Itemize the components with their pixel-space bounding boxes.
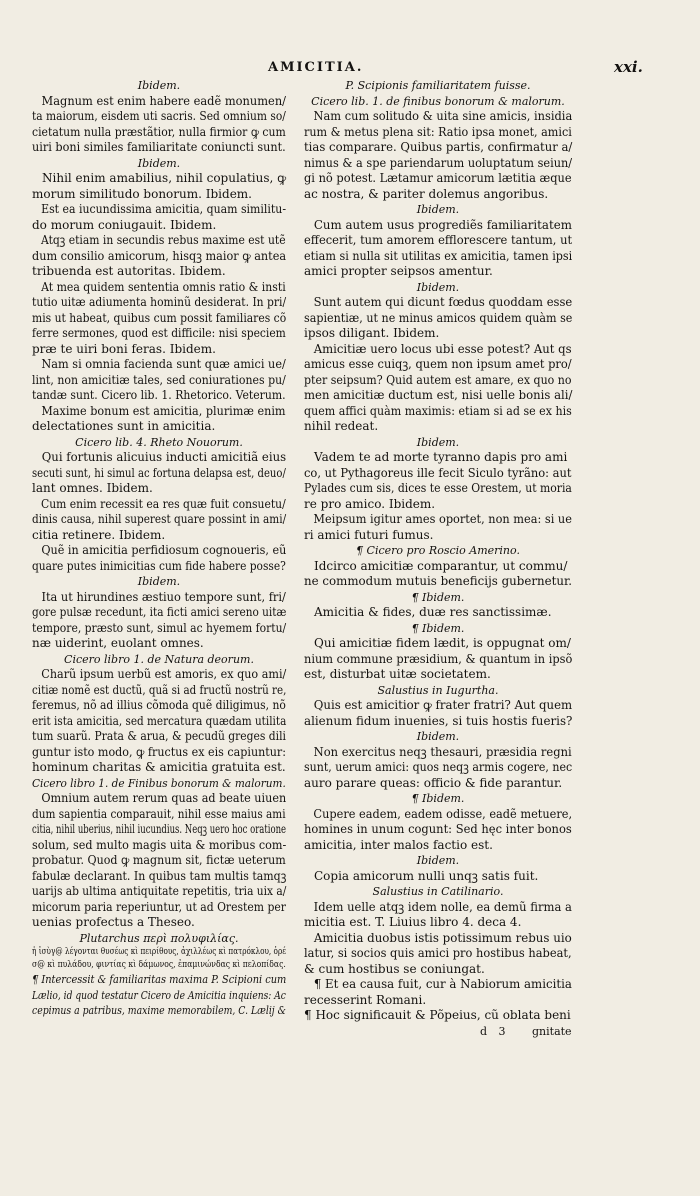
text-line: dum consilio amicorum, hisqꝫ maior ꝙ antea [32,248,287,263]
text-line: Ita ut hirundines æstiuo tempore sunt, fri/ [41,589,286,604]
text-line: auro parare queas: officio & fide parantur. [304,775,563,790]
text-line: ipsos diligant. Ibidem. [304,326,440,340]
citation-line: Lælio, id quod testatur Cicero de Amicitia inquiens: Ac [32,988,286,1002]
text-line: tum suarũ. Prata & arua, & pecudũ greges dili [32,729,286,743]
text-line: rum & metus plena sit: Ratio ipsa monet, amici [304,124,572,139]
text-line: re pro amico. Ibidem. [304,496,436,511]
citation-line: Cicero lib. 1. de finibus bonorum & malorum. [311,94,565,108]
citation-line: Ibidem. [416,203,460,216]
text-line: Qui fortunis alicuius inducti amicitiã eius [41,450,287,464]
text-line: citia, nihil uberius, nihil iucundius. Neqꝫ uero hoc oratione [32,822,287,836]
text-line: ἡ ἰσὺγ@ λέγονται θυσέως κὶ πειρίθους, ἀχιλλέως κὶ πατρόκλου, ὀρέ [32,947,287,957]
text-line: Nihil enim amabilius, nihil copulatius, ꝙ [42,171,287,185]
text-line: Amicitia & fides, duæ res sanctissimæ. [314,605,552,619]
text-line: Qui amicitiæ fidem lædit, is oppugnat om/ [314,636,571,650]
text-line: amicus esse cuiqꝫ, quem non ipsum amet pro/ [304,357,572,371]
citation-line: Salustius in Catilinario. [372,885,504,898]
citation-line: ¶ Intercessit & familiaritas maxima P. Scipioni cum [32,973,287,986]
page-header [0,58,700,80]
text-line: Quis est amicitior ꝙ frater fratri? Aut quem [313,698,573,712]
text-line: uiri boni similes familiaritate coniuncti sunt. [32,140,286,154]
citation-line: ¶ Ibidem. [411,792,465,805]
text-line: ne commodum mutuis beneficijs gubernetur. [304,574,573,588]
text-line: præ te uiri boni feras. Ibidem. [32,341,216,356]
text-line: uenias profectus a Theseo. [32,915,195,929]
signature-mark: d 3 [480,1025,510,1038]
text-line: tribuenda est autoritas. Ibidem. [32,264,226,278]
text-line: homines in unum cogunt: Sed hęc inter bonos [304,822,572,836]
text-line: ¶ Hoc significauit & Põpeius, cũ oblata beni [304,1008,571,1022]
text-line: nium commune præsidium, & quantum in ipsõ [304,651,573,666]
citation-line: Cicero lib. 4. Rheto Nouorum. [75,435,243,449]
text-line: quare putes inimicitias cum fide habere posse? [32,558,286,573]
text-line: morum similitudo bonorum. Ibidem. [32,186,252,201]
text-line: tutio uitæ adiumenta hominũ desiderat. In pri/ [32,295,287,309]
citation-line: Cicero libro 1. de Finibus bonorum & malorum. [32,776,286,790]
text-line: dinis causa, nihil superest quare possint in ami/ [32,512,287,526]
text-line: Cum autem usus progrediẽs familiaritatem [313,217,572,232]
text-line: Omnium autem rerum quas ad beate uiuen [41,791,287,805]
text-line: Idcirco amicitiæ comparantur, ut commu/ [314,558,568,573]
text-line: Charũ ipsum uerbũ est amoris, ex quo ami/ [41,667,287,681]
text-line: probatur. Quod ꝙ magnum sit, fictæ ueterum [32,853,286,867]
citation-line: Ibidem. [137,156,181,170]
text-line: Maxime bonum est amicitia, plurimæ enim [41,403,286,418]
citation-line: Ibidem. [137,79,181,92]
text-line: sunt, uerum amici: quos neqꝫ armis cogere, nec [304,760,573,774]
text-line: Amicitia duobus istis potissimum rebus uio [313,930,572,945]
left-column [32,78,286,1019]
text-line: Nam cum solitudo & uita sine amicis, insidia [313,109,573,123]
text-line: hominum charitas & amicitia gratuita est. [32,760,286,774]
text-line: delectationes sunt in amicitia. [32,419,216,433]
right-column [304,78,572,1024]
text-line: nihil redeat. [304,419,379,433]
text-line: amici propter seipsos amentur. [304,264,493,278]
text-line: Idem uelle atqꝫ idem nolle, ea demũ firma a [313,899,572,914]
text-line: gore pulsæ recedunt, ita ficti amici sereno uitæ [32,605,287,619]
text-line: micitia est. T. Liuius libro 4. deca 4. [304,915,522,929]
text-line: ¶ Et ea causa fuit, cur à Nabiorum amicitia [313,977,572,991]
text-line: micorum paria reperiuntur, ut ad Orestem per [32,899,286,914]
text-line: tempore, præsto sunt, simul ac hyemem fortu/ [32,620,287,635]
text-line: tias comparare. Quibus partis, confirmatur a/ [304,140,573,154]
text-line: etiam si nulla sit utilitas ex amicitia, tamen ipsi [304,248,573,263]
text-line: dum sapientia comparauit, nihil esse maius ami [32,806,286,821]
text-line: pter seipsum? Quid autem est amare, ex quo no [304,372,572,387]
text-line: Quẽ in amicitia perfidiosum cognoueris, eũ [41,543,287,557]
text-line: Cupere eadem, eadem odisse, eadẽ metuere, [313,806,573,821]
text-line: men amicitiæ ductum est, nisi uelle bonis ali/ [304,388,573,402]
text-line: ferre sermones, quod est difficile: nisi speciem [32,326,286,340]
text-line: do morum coniugauit. Ibidem. [32,217,217,232]
citation-line: Salustius in Iugurtha. [377,683,499,697]
text-line: effecerit, tum amorem efflorescere tantum, ut [304,233,573,247]
text-line: fabulæ declarant. In quibus tam multis tamqꝫ [32,868,287,883]
text-line: Sunt autem qui dicunt fœdus quoddam esse [313,295,573,309]
text-line: solum, sed multo magis uita & moribus com- [32,837,287,852]
text-line: nimus & a spe pariendarum uoluptatum seiun/ [304,155,573,170]
text-line: mis ut habeat, quibus cum possit familiares cõ [32,310,287,325]
citation-line: Plutarchus περὶ πολυφιλίας. [79,931,239,945]
text-line: erit ista amicitia, sed mercatura quædam utilita [32,713,287,728]
citation-line: P. Scipionis familiaritatem fuisse. [345,79,531,92]
text-line: recesserint Romani. [304,992,427,1007]
text-line: quem affici quàm maximis: etiam si ad se ex his [304,403,572,418]
text-line: & cum hostibus se coniungat. [304,961,485,976]
text-line: citiæ nomẽ est ductũ, quã si ad fructũ nostrũ re, [32,682,287,697]
citation-line: Ibidem. [416,280,460,294]
citation-line: Ibidem. [416,730,460,743]
text-line: co, ut Pythagoreus ille fecit Siculo tyrãno: aut [304,465,572,480]
citation-line: cepimus a patribus, maxime memorabilem, C. Lælij & [32,1004,286,1017]
text-line: Amicitiæ uero locus ubi esse potest? Aut qs [313,341,572,356]
text-line: At mea quidem sententia omnis ratio & insti [41,279,286,294]
folio-number: xxi. [614,58,643,76]
text-line: ri amici futuri fumus. [304,527,434,542]
text-line: tandæ sunt. Cicero lib. 1. Rhetorico. Veterum. [32,388,286,402]
text-line: citia retinere. Ibidem. [32,527,166,542]
text-line: Cum enim recessit ea res quæ fuit consuetu/ [40,496,286,511]
citation-line: ¶ Cicero pro Roscio Amerino. [356,544,520,557]
citation-line: ¶ Ibidem. [411,590,465,604]
catchword: gnitate [532,1025,572,1038]
text-line: næ uiderint, euolant omnes. [32,636,204,650]
text-line: Nam si omnia facienda sunt quæ amici ue/ [41,357,286,371]
text-line: gi nõ potest. Lætamur amicorum lætitia æque [304,171,572,185]
text-line: ta maiorum, eisdem uti sacris. Sed omnium so/ [32,109,286,123]
text-line: ac nostra, & pariter dolemus angoribus. [304,186,549,201]
text-line: cietatum nulla præstãtior, nulla firmior ꝙ cum [32,124,286,139]
text-line: guntur isto modo, ꝙ fructus ex eis capiuntur: [32,744,286,759]
citation-line: Ibidem. [416,435,460,449]
text-line: sapientiæ, ut ne minus amicos quidem quàm se [304,310,573,325]
running-head: AMICITIA. [268,60,364,75]
text-line: Non exercitus neqꝫ thesauri, præsidia regni [313,744,572,759]
citation-line: Cicero libro 1. de Natura deorum. [64,652,254,666]
text-line: lint, non amicitiæ tales, sed coniurationes pu/ [32,372,286,387]
text-line: alienum fidum inuenies, si tuis hostis fueris? [304,713,573,728]
text-line: Atqꝫ etiam in secundis rebus maxime est utẽ [40,233,286,247]
text-line: Magnum est enim habere eadẽ monumen/ [41,93,287,108]
text-line: est, disturbat uitæ societatem. [304,667,491,681]
text-line: Meipsum igitur ames oportet, non mea: si ue [313,512,572,526]
text-line: latur, si socios quis amici pro hostibus habeat, [304,946,572,960]
citation-line: Ibidem. [416,854,460,867]
text-line: Vadem te ad morte tyranno dapis pro ami [314,450,568,464]
text-line: Copia amicorum nulli unqꝫ satis fuit. [314,868,539,883]
text-line: feremus, nõ ad illius cõmoda quẽ diligimus, nõ [32,698,286,712]
page-footer [480,1025,570,1041]
text-line: Est ea iucundissima amicitia, quam similitu- [41,202,287,216]
citation-line: ¶ Ibidem. [411,621,465,635]
text-line: lant omnes. Ibidem. [32,481,153,495]
text-line: uarijs ab ultima antiquitate repetitis, tria uix a/ [32,884,287,898]
text-line: secuti sunt, hi simul ac fortuna delapsa est, deuo/ [32,465,286,480]
text-line: σ@ κὶ πυλάδου, φιντίας κὶ δάμωνος, ἐπαμινώνδας κὶ πελοπίδας. [32,960,286,970]
text-line: amicitia, inter malos factio est. [304,837,493,852]
citation-line: Ibidem. [137,575,181,588]
text-line: Pylades cum sis, dices te esse Orestem, ut moria [304,481,572,495]
